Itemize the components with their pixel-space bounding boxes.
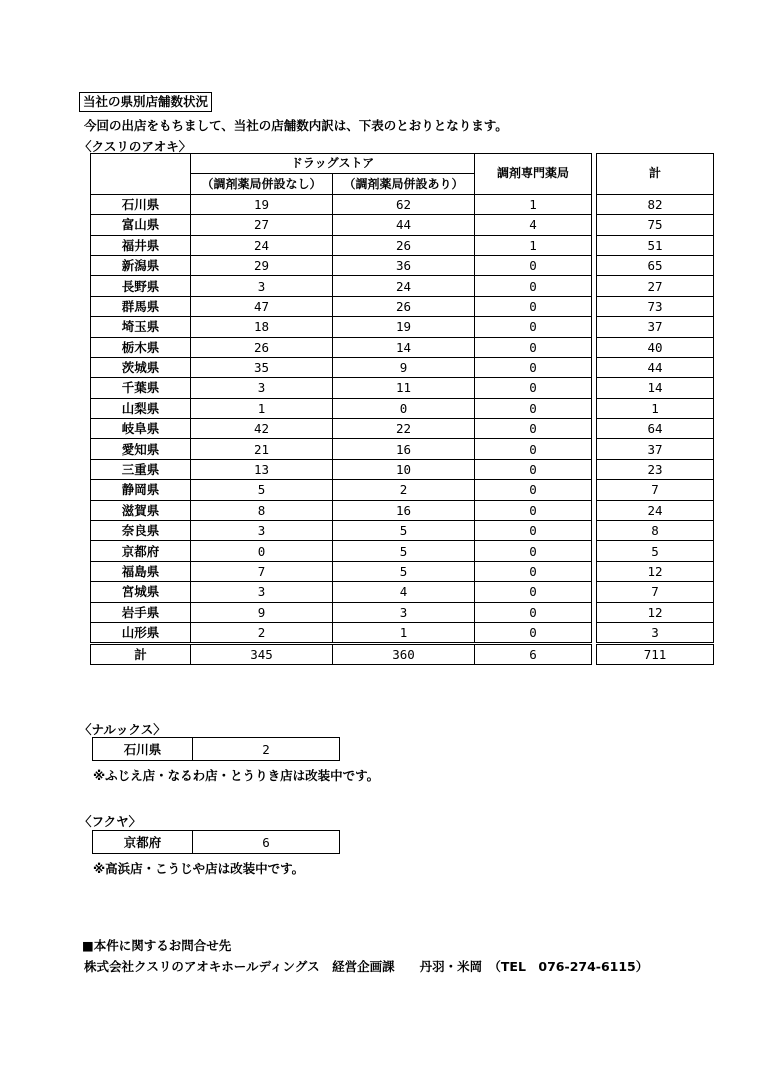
dispensing-cell: 0 <box>475 296 592 316</box>
drug-no-pharmacy-cell: 27 <box>191 215 333 235</box>
intro-text: 今回の出店をもちまして、当社の店舗数内訳は、下表のとおりとなります。 <box>84 118 508 133</box>
drug-with-pharmacy-cell: 4 <box>333 582 475 602</box>
drug-no-pharmacy-cell: 7 <box>191 561 333 581</box>
total-cell: 8 <box>597 521 714 541</box>
table-row <box>91 602 714 622</box>
prefecture-cell: 栃木県 <box>91 337 191 357</box>
total-cell: 75 <box>597 215 714 235</box>
drug-with-pharmacy-cell: 24 <box>333 276 475 296</box>
dispensing-cell: 0 <box>475 480 592 500</box>
total-cell: 7 <box>597 582 714 602</box>
drug-with-pharmacy-cell: 16 <box>333 439 475 459</box>
total-cell: 12 <box>597 561 714 581</box>
drug-with-pharmacy-cell: 62 <box>333 194 475 214</box>
drug-no-pharmacy-cell: 19 <box>191 194 333 214</box>
drug-with-pharmacy-cell: 2 <box>333 480 475 500</box>
drug-with-pharmacy-cell: 5 <box>333 541 475 561</box>
prefecture-cell: 埼玉県 <box>91 317 191 337</box>
drug-with-pharmacy-cell: 19 <box>333 317 475 337</box>
drug-no-pharmacy-cell: 18 <box>191 317 333 337</box>
table-row <box>91 398 714 418</box>
total-cell: 73 <box>597 296 714 316</box>
fukuya-table <box>92 830 340 854</box>
dispensing-cell: 0 <box>475 602 592 622</box>
nalux-table <box>92 737 340 761</box>
dispensing-cell: 0 <box>475 255 592 275</box>
fukuya-note: ※高浜店・こうじや店は改装中です。 <box>93 861 305 876</box>
total-cell: 64 <box>597 419 714 439</box>
prefecture-cell: 山形県 <box>91 622 191 643</box>
drug-no-pharmacy-cell: 5 <box>191 480 333 500</box>
prefecture-cell: 計 <box>91 644 191 665</box>
total-cell: 711 <box>597 644 714 665</box>
prefecture-cell: 京都府 <box>91 541 191 561</box>
total-cell: 5 <box>597 541 714 561</box>
total-cell: 14 <box>597 378 714 398</box>
total-cell: 37 <box>597 317 714 337</box>
drug-no-pharmacy-cell: 26 <box>191 337 333 357</box>
drug-no-pharmacy-cell: 3 <box>191 378 333 398</box>
drug-with-pharmacy-cell: 22 <box>333 419 475 439</box>
header-total: 計 <box>597 154 714 195</box>
drug-no-pharmacy-cell: 8 <box>191 500 333 520</box>
table-row <box>91 194 714 214</box>
table-row <box>91 582 714 602</box>
drug-with-pharmacy-cell: 10 <box>333 459 475 479</box>
drug-no-pharmacy-cell: 3 <box>191 276 333 296</box>
total-cell: 24 <box>597 500 714 520</box>
total-row <box>91 644 714 665</box>
table-row <box>91 459 714 479</box>
nalux-pref: 石川県 <box>93 738 193 761</box>
table-row <box>91 317 714 337</box>
drug-no-pharmacy-cell: 9 <box>191 602 333 622</box>
section-title: 当社の県別店舗数状況 <box>79 92 212 112</box>
dispensing-cell: 0 <box>475 398 592 418</box>
fukuya-count: 6 <box>193 831 340 854</box>
dispensing-cell: 0 <box>475 622 592 643</box>
drug-with-pharmacy-cell: 5 <box>333 521 475 541</box>
dispensing-cell: 0 <box>475 419 592 439</box>
table-row <box>91 561 714 581</box>
drug-no-pharmacy-cell: 35 <box>191 357 333 377</box>
table-row <box>91 439 714 459</box>
drug-no-pharmacy-cell: 24 <box>191 235 333 255</box>
total-cell: 51 <box>597 235 714 255</box>
drug-no-pharmacy-cell: 42 <box>191 419 333 439</box>
prefecture-cell: 山梨県 <box>91 398 191 418</box>
table-row <box>91 480 714 500</box>
table-row <box>91 337 714 357</box>
total-cell: 40 <box>597 337 714 357</box>
prefecture-cell: 宮城県 <box>91 582 191 602</box>
contact-heading: ■本件に関するお問合せ先 <box>82 938 232 953</box>
dispensing-cell: 4 <box>475 215 592 235</box>
fukuya-label: 〈フクヤ〉 <box>79 814 142 829</box>
drug-with-pharmacy-cell: 9 <box>333 357 475 377</box>
dispensing-cell: 0 <box>475 357 592 377</box>
prefecture-cell: 長野県 <box>91 276 191 296</box>
drug-no-pharmacy-cell: 3 <box>191 521 333 541</box>
table-row <box>91 276 714 296</box>
total-cell: 12 <box>597 602 714 622</box>
total-cell: 82 <box>597 194 714 214</box>
drug-with-pharmacy-cell: 3 <box>333 602 475 622</box>
header-dispensing: 調剤専門薬局 <box>475 154 592 195</box>
drug-no-pharmacy-cell: 47 <box>191 296 333 316</box>
fukuya-pref: 京都府 <box>93 831 193 854</box>
table-row <box>93 738 340 761</box>
prefecture-cell: 岐阜県 <box>91 419 191 439</box>
dispensing-cell: 1 <box>475 194 592 214</box>
drug-with-pharmacy-cell: 11 <box>333 378 475 398</box>
prefecture-cell: 奈良県 <box>91 521 191 541</box>
drug-no-pharmacy-cell: 21 <box>191 439 333 459</box>
prefecture-cell: 新潟県 <box>91 255 191 275</box>
prefecture-cell: 三重県 <box>91 459 191 479</box>
total-cell: 44 <box>597 357 714 377</box>
aoki-table-body <box>91 194 714 665</box>
dispensing-cell: 1 <box>475 235 592 255</box>
total-cell: 7 <box>597 480 714 500</box>
dispensing-cell: 0 <box>475 439 592 459</box>
prefecture-cell: 茨城県 <box>91 357 191 377</box>
nalux-label: 〈ナルックス〉 <box>79 722 166 737</box>
drug-with-pharmacy-cell: 16 <box>333 500 475 520</box>
header-drugstore: ドラッグストア <box>191 154 475 174</box>
nalux-count: 2 <box>193 738 340 761</box>
header-blank <box>91 154 191 195</box>
total-cell: 3 <box>597 622 714 643</box>
drug-no-pharmacy-cell: 13 <box>191 459 333 479</box>
dispensing-cell: 0 <box>475 561 592 581</box>
prefecture-cell: 福島県 <box>91 561 191 581</box>
table-row <box>91 215 714 235</box>
dispensing-cell: 0 <box>475 582 592 602</box>
dispensing-cell: 0 <box>475 276 592 296</box>
aoki-store-table <box>90 153 714 665</box>
prefecture-cell: 富山県 <box>91 215 191 235</box>
total-cell: 23 <box>597 459 714 479</box>
table-row <box>93 831 340 854</box>
drug-no-pharmacy-cell: 345 <box>191 644 333 665</box>
table-row <box>91 622 714 643</box>
drug-with-pharmacy-cell: 0 <box>333 398 475 418</box>
prefecture-cell: 福井県 <box>91 235 191 255</box>
prefecture-cell: 群馬県 <box>91 296 191 316</box>
total-cell: 27 <box>597 276 714 296</box>
table-row <box>91 419 714 439</box>
nalux-note: ※ふじえ店・なるわ店・とうりき店は改装中です。 <box>93 768 380 783</box>
drug-with-pharmacy-cell: 26 <box>333 235 475 255</box>
dispensing-cell: 6 <box>475 644 592 665</box>
dispensing-cell: 0 <box>475 459 592 479</box>
dispensing-cell: 0 <box>475 317 592 337</box>
drug-with-pharmacy-cell: 26 <box>333 296 475 316</box>
drug-with-pharmacy-cell: 44 <box>333 215 475 235</box>
prefecture-cell: 石川県 <box>91 194 191 214</box>
prefecture-cell: 愛知県 <box>91 439 191 459</box>
dispensing-cell: 0 <box>475 378 592 398</box>
table-row <box>91 296 714 316</box>
drug-no-pharmacy-cell: 29 <box>191 255 333 275</box>
drug-no-pharmacy-cell: 0 <box>191 541 333 561</box>
drug-with-pharmacy-cell: 14 <box>333 337 475 357</box>
dispensing-cell: 0 <box>475 500 592 520</box>
table-row <box>91 500 714 520</box>
dispensing-cell: 0 <box>475 337 592 357</box>
table-row <box>91 255 714 275</box>
contact-line: 株式会社クスリのアオキホールディングス 経営企画課 丹羽・米岡 （TEL 076-274-6115） <box>84 959 649 974</box>
header-without-pharmacy: （調剤薬局併設なし） <box>191 174 333 194</box>
table-row <box>91 541 714 561</box>
drug-no-pharmacy-cell: 2 <box>191 622 333 643</box>
drug-with-pharmacy-cell: 1 <box>333 622 475 643</box>
dispensing-cell: 0 <box>475 521 592 541</box>
prefecture-cell: 岩手県 <box>91 602 191 622</box>
prefecture-cell: 滋賀県 <box>91 500 191 520</box>
drug-no-pharmacy-cell: 1 <box>191 398 333 418</box>
table-row <box>91 235 714 255</box>
prefecture-cell: 静岡県 <box>91 480 191 500</box>
aoki-label: 〈クスリのアオキ〉 <box>79 139 192 154</box>
table-row <box>91 521 714 541</box>
total-cell: 1 <box>597 398 714 418</box>
dispensing-cell: 0 <box>475 541 592 561</box>
drug-no-pharmacy-cell: 3 <box>191 582 333 602</box>
header-with-pharmacy: （調剤薬局併設あり） <box>333 174 475 194</box>
drug-with-pharmacy-cell: 5 <box>333 561 475 581</box>
total-cell: 37 <box>597 439 714 459</box>
drug-with-pharmacy-cell: 36 <box>333 255 475 275</box>
total-cell: 65 <box>597 255 714 275</box>
drug-with-pharmacy-cell: 360 <box>333 644 475 665</box>
prefecture-cell: 千葉県 <box>91 378 191 398</box>
table-row <box>91 357 714 377</box>
table-row <box>91 378 714 398</box>
